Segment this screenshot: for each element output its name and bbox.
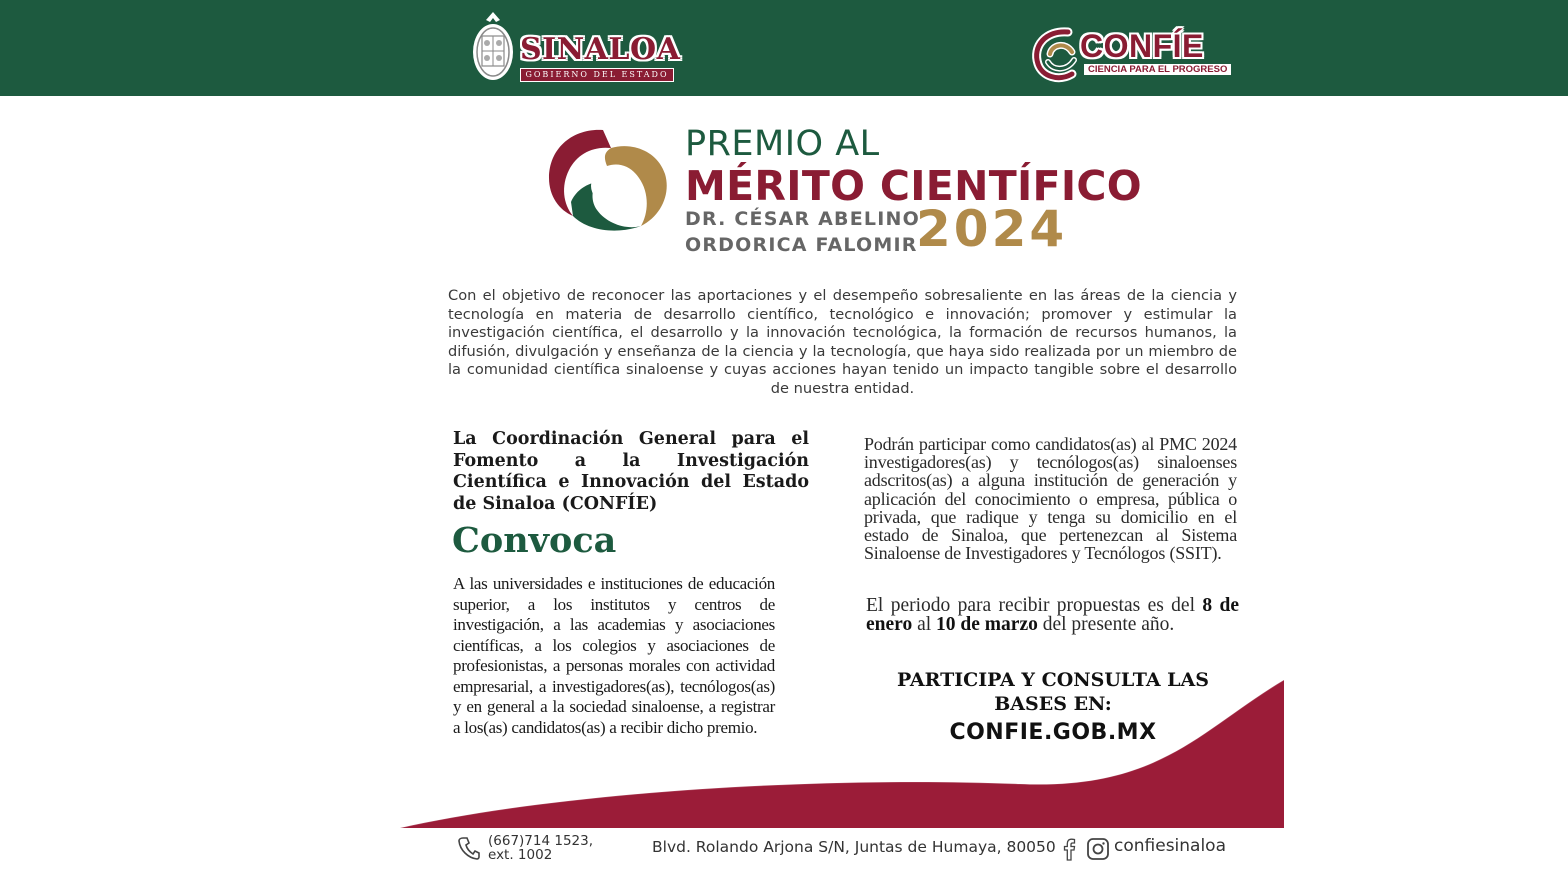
period-prefix: El periodo para recibir propuestas es del: [866, 595, 1203, 616]
footer-address: Blvd. Rolando Arjona S/N, Juntas de Humaya, 80050: [652, 838, 1056, 856]
prize-emblem-icon: [545, 126, 669, 234]
header-bar: [0, 0, 1568, 96]
cta-website-link[interactable]: CONFIE.GOB.MX: [949, 720, 1157, 745]
honoree-name-line2: ORDORICA FALOMIR: [685, 234, 918, 256]
intro-paragraph: Con el objetivo de reconocer las aportaciones y el desempeño sobresaliente en las áreas de la ciencia y tecnología en materia de desarrollo científico, tecnológico e innovación; promover y estimular la investigación científica, el desarrollo y la innovación tecnológica, la formación de recursos humanos, la difusión, divulgación y enseñanza de la ciencia y la tecnología, que haya sido realizada por un miembro de la comunidad científica sinaloense y cuyas acciones hayan tenido un impacto tangible sobre el desarrollo de nuestra entidad.: [448, 287, 1237, 397]
facebook-icon[interactable]: [1060, 837, 1078, 861]
prize-title-line1: PREMIO AL: [685, 124, 880, 164]
sinaloa-logo: [470, 8, 680, 86]
period-mid: al: [912, 614, 937, 635]
honoree-name-line1: DR. CÉSAR ABELINO: [685, 208, 920, 230]
period-start-date: 8 de enero: [866, 595, 1239, 635]
convoca-heading: Convoca: [452, 520, 617, 561]
sinaloa-subtitle: GOBIERNO DEL ESTADO: [520, 68, 674, 82]
convener-text: La Coordinación General para el Fomento a la Investigación Científica e Innovación del Estado de Sinaloa (CONFÍE): [453, 429, 809, 514]
phone-number: (667)714 1523,: [488, 833, 594, 849]
prize-title-line2: MÉRITO CIENTÍFICO: [685, 162, 1142, 210]
prize-year: 2024: [916, 200, 1068, 258]
eligibility-paragraph: Podrán participar como candidatos(as) al PMC 2024 investigadores(as) y tecnólogos(as) sinaloenses adscritos(as) a alguna institución de generación y aplicación del conocimiento o empresa, pública o privada, que radique y tenga su domicilio en el estado de Sinaloa, que pertenezcan al Sistema Sinaloense de Investigadores y Tecnólogos (SSIT).: [864, 434, 1237, 564]
social-handle[interactable]: confiesinaloa: [1114, 836, 1227, 856]
footer-phone[interactable]: [488, 834, 593, 862]
confie-logo: [1028, 24, 1228, 88]
submission-period: [866, 596, 1239, 634]
period-end-date: 10 de marzo: [936, 614, 1038, 635]
confie-wordmark: CONFÍE: [1080, 28, 1204, 64]
phone-extension: ext. 1002: [488, 847, 553, 863]
convoca-paragraph: A las universidades e instituciones de educación superior, a los institutos y centros de investigación, a las academias y asociaciones científicas, a los colegios y asociaciones de profesionistas, a personas morales con actividad empresarial, a investigadores(as), tecnólogos(as) y en general a la sociedad sinaloense, a registrar a los(as) candidatos(as) a recibir dicho premio.: [453, 574, 775, 737]
instagram-icon[interactable]: [1086, 837, 1110, 861]
cta-text: PARTICIPA Y CONSULTA LAS BASES EN:: [897, 669, 1209, 715]
sinaloa-shield-icon: [470, 10, 516, 82]
phone-icon: [458, 836, 480, 860]
confie-subtitle: CIENCIA PARA EL PROGRESO: [1084, 64, 1231, 75]
period-suffix: del presente año.: [1037, 614, 1175, 635]
sinaloa-wordmark: SINALOA: [520, 32, 681, 67]
